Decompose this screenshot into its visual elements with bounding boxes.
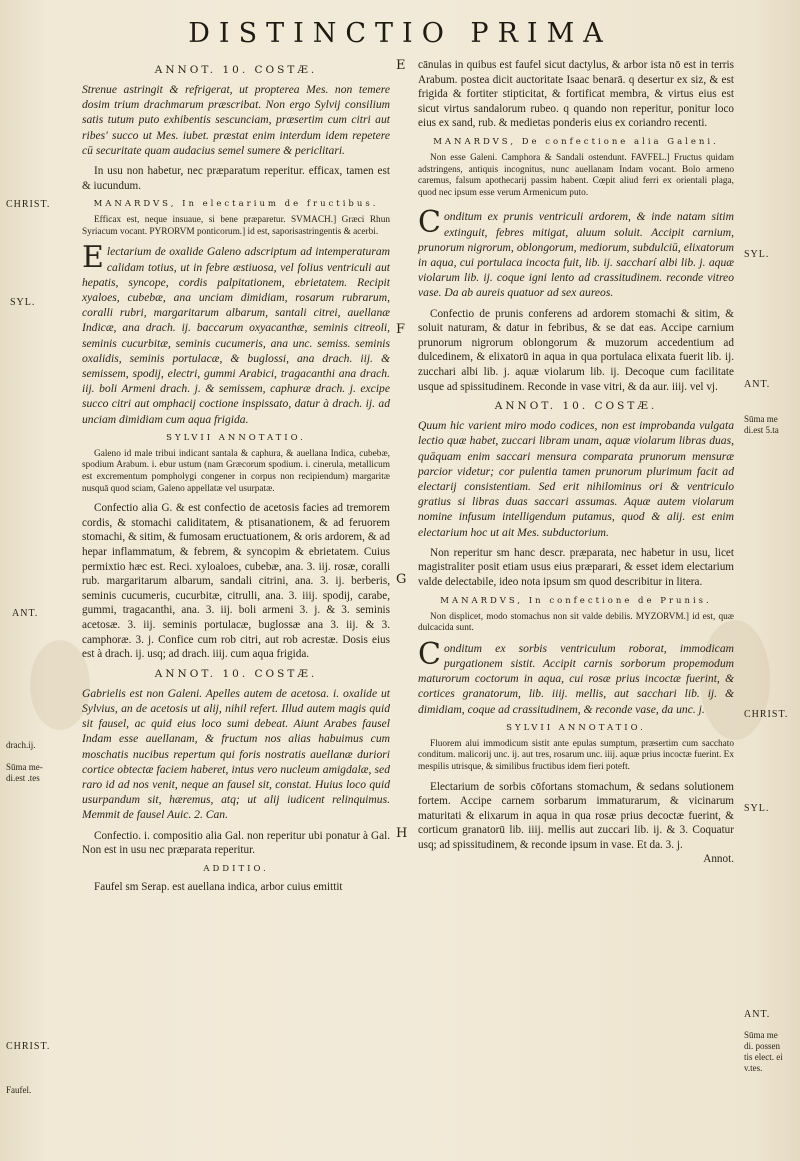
- margin-christ: CHRIST.: [744, 709, 789, 720]
- margin-christ: CHRIST.: [6, 1041, 51, 1052]
- additio-continued-text: cānulas in quibus est faufel sicut dactylus, & arbor ista nō est in terris Arabum. postea dicit auctoritate Isaac benarā. q desertur ex siz, & est frigida & fortiter stipticitat, & fortificat membra, & virtus eius est sicut virtus sandalorum rubeo. q quando non reperitur, ponitur loco eius ex sand, rub. & medietas ponderis eius ex coriandro recenti.: [418, 59, 734, 130]
- margin-summa: Sūma me-: [6, 762, 43, 772]
- section-letter: H: [396, 826, 408, 841]
- commentary-text: Confectio. i. compositio alia Gal. non reperitur ubi ponatur à Gal. Non est in usu nec præparata reperitur.: [82, 829, 390, 857]
- sylvius-text: Galeno id male tribui indicant santala & caphura, & auellana Indica, cubebæ, spodium Arabum. i. ebur ustum (nam Græcorum spodium. i. cinerula, metallicum est excrementum pompholygi congener in corpus non recipiendum) margaritæ nusquā quod sciam, Galeno appellatæ vel usurpatæ.: [82, 448, 390, 494]
- additio-heading: ADDITIO.: [203, 863, 269, 874]
- section-letter: G: [396, 572, 407, 587]
- manardus-text: Efficax est, neque insuaue, si bene præparetur. SVMACH.] Græci Rhun Syriacum vocant. PYRORVM ponticorum.] id est, saporisastringentis & acerbi.: [82, 215, 390, 237]
- catchword: Annot.: [703, 853, 734, 866]
- confection-text: Confectio de prunis conferens ad ardorem stomachi & sitim, & soluit naturam, & datur in febribus, & se dat eas. Accipe carnium prunorum nigrorum oblongorum & muzorum accedentium ad dulcedinem, & elixatorū in aqua in qua portulaca elixata fuerit lib. ij. zucchari albi lib. j. aquæ violarum lib. ij. Decoque cum facilitate usque ad spissitudinem. Reconde in vase vitri, & da aur. iiij. vel vj.: [418, 307, 734, 393]
- confection-text: Confectio alia G. & est confectio de acetosis facies ad tremorem cordis, & stomachi caliditatem, & ptisanationem, & ad feruorem stomachi, & sitim, & fumosam eructuationem, & oris ardorem, & ad hepar inflammatum, & febrem, & syncopim & ebrietatem. Cuius permixtio hæc est. Reci. xyloaloes, cubebæ, ana. 3. iij. rosæ, coralli rub. margaritarum albarum, sandali citrini, ana. 3. ij. berberis, seminis cucumeris, cucurbitæ, citrulli, ana. 3. iiij. spodij, carabe, gummi, tragacanthi, ana. 3. iij. boli armeni 3. j. & 3. seminis acetosæ. 3. iij. seminis portulacæ, buglossæ ana 3. iij. & 3. camphoræ. 3. j. Confice cum rob citri, aut rob acrestæ. Dosis eius est à drach. ij. usq; ad drach. iiij. cum aqua frigida.: [82, 502, 390, 661]
- manardus-heading: MANARDVS, In confectione de Prunis.: [440, 595, 712, 606]
- manardus-heading: MANARDVS, In electarium de fructibus.: [93, 199, 379, 210]
- margin-ant: ANT.: [744, 1009, 771, 1020]
- annotation-heading: ANNOT. 10. COSTÆ.: [494, 400, 658, 413]
- commentary-text: In usu non habetur, nec præparatum reperitur. efficax, tamen est & iucundum.: [82, 165, 390, 192]
- recipe-text: Electarium de oxalide Galeno adscriptum ad intemperaturam calidam totius, ut in febre æstiuosa, vel folius ventriculi aut hepatis, syncope, cordis palpitationem, ebrietatem. Recipit xyaloes, cubebæ, ana unciam dimidiam, rosarum rubrarum, coralli rubri, margaritarum albarum, santali citrei, auellanæ Indicæ, ana drach. ij. baccarum oxyacanthæ, seminis citreoli, seminis cucurbitæ, seminis cucumeris, ana unc. semiss. seminis oxalidis, seminis portulacæ, & buglossi, ana drach. iij. & semissem, spodij, electri, gummi Arabici, tragacanthi ana drach. iij. boli Armeni drach. j. & semissem, caphuræ drach. j. excipe succo citri aut omphacij coctione inspissato, datur à drach. ij. ad unciam dimidiam cum aqua frigida.: [82, 240, 390, 426]
- margin-syl: SYL.: [744, 803, 770, 814]
- sylvius-heading: SYLVII ANNOTATIO.: [506, 722, 646, 733]
- left-column: [82, 58, 390, 894]
- margin-summa: Sūma me: [744, 414, 778, 424]
- section-letter: F: [396, 322, 406, 337]
- margin-summa: v.tes.: [744, 1063, 763, 1073]
- margin-summa: di.est .tes: [6, 773, 40, 783]
- margin-syl: SYL.: [10, 297, 36, 308]
- margin-ant: ANT.: [744, 379, 771, 390]
- margin-summa: di.est 5.ta: [744, 425, 779, 435]
- paper-stain: [30, 640, 90, 730]
- annotation-heading: ANNOT. 10. COSTÆ.: [154, 667, 318, 680]
- manardus-text: Non esse Galeni. Camphora & Sandali ostendunt. FAVFEL.] Fructus quidam adstringens, antiquis incognitus, nunc auellanam Indam vocant. Bolo armeno caremus, falsum apothecarij passim habent. Cœpit aliud ferri ex orientali plaga, quod nec ipsum esse verum Armenicum puto.: [418, 152, 734, 198]
- margin-christ: CHRIST.: [6, 199, 51, 210]
- margin-summa: di. possen: [744, 1041, 780, 1051]
- recipe-text: Conditum ex prunis ventriculi ardorem, & inde natam sitim extinguit, febres mitigat, aluum soluit. Accipit carnium, prunorum nigrorum, oblongorum, mediorum, subdulciū, elixatorum in aqua, cui portulaca incocta fuit, lib. ij. saccharí albi lib. j. aquæ violarum lib. ij. coque igni lento ad crassitudinem. reconde vitreo vase. Da ab aureis quatuor ad sex aureos.: [418, 205, 734, 300]
- margin-syl: SYL.: [744, 249, 770, 260]
- margin-faufel: Faufel.: [6, 1085, 32, 1095]
- manardus-text: Non displicet, modo stomachus non sit valde debilis. MYZORVM.] id est, quæ dulcacida sunt.: [418, 611, 734, 634]
- sylvius-heading: SYLVII ANNOTATIO.: [166, 432, 306, 443]
- additio-text: Faufel sm Serap. est auellana indica, arbor cuius emittit: [94, 880, 343, 893]
- annotation-heading: ANNOT. 10. COSTÆ.: [154, 64, 318, 76]
- recipe-text: Conditum ex sorbis ventriculum roborat, immodicam purgationem sistit. Accipit carnis sorborum propemodum maturorum coctorum in aqua, cui rosæ prius incoctæ fuerint, & cortices granatorum, lib. iiij. mellis, aut sacchari lib. ij. & dimidiam, coque ad crassitudinem, & reconde vase, da unc. j.: [418, 636, 734, 716]
- right-column: [418, 58, 734, 867]
- running-head: DISTINCTIO PRIMA: [188, 18, 612, 49]
- commentary-text: Non reperitur sm hanc descr. præparata, nec habetur in usu, licet magistraliter posit etiam usus eius præparari, & esset idem electarium valde delectabile, ideo nota ipsum sm quod describitur in litera.: [418, 546, 734, 588]
- margin-summa: Sūma me: [744, 1030, 778, 1040]
- margin-ant: ANT.: [12, 608, 39, 619]
- section-letter: E: [396, 58, 406, 73]
- confection-text: Electarium de sorbis cōfortans stomachum, & sedans solutionem fortem. Accipe carnem sorbarum immaturarum, & vicinarum maturitati & elixarum in aqua in qua rosæ prius decoctæ fuerint, & corticum granatorū lib. iiij. mellis aut zuccari lib. ij. & 3. Coquatur usq; ad spissitudinem, & reconde ipsum in vase. Et da. 3. j.: [418, 780, 734, 851]
- margin-drach: drach.ij.: [6, 740, 36, 750]
- annotation-text: Quum hic varient miro modo codices, non est improbanda vulgata lectio quæ habet, zuccari libram unam, aquæ violarum libras duas, quāquam enim saccari mensura comparata prunorum mensuræ parcior videtur; cor pulentia tamen prunorum plurimum facit ad electarij consistentiam. Sed erit nihilominus ori & ventriculo gratius si libras duas saccari assumas. Aquæ autem violarum nomine infusum intelligendum putamus, quod & alij. est enim electarium hoc ut ait Mes. subductorium.: [418, 419, 734, 539]
- margin-summa: tis elect. ei: [744, 1052, 783, 1062]
- annotation-text: Gabrielis est non Galeni. Apelles autem de acetosa. i. oxalide ut Sylvius, an de acetosis ut alij, nihil refert. Illud autem magis quid sit fausel, ac quid eius loco sumi debeat. Aiunt Arabes fausel Indam esse auellanam, & fructum nos alias habuimus cum moschatis nucibus repertum qui foris nostratis auellanæ duriori cortice obtectæ faciem haberet, intus vero nucleum amigdalæ, sed raro id ad nos venit, neque an fausel sit, constat. Huius loco quid usurpandum sit, hæremus, atq; ut alij iudicent relinquimus. Memmit de fausel Auic. 2. Can.: [82, 686, 390, 822]
- annotation-text: Strenue astringit & refrigerat, ut propterea Mes. non temere dosim trium drachmarum præscribat. Non ergo Sylvij consilium satis tutum puto exhibentis sescunciam, præsertim cum citri aut ribes' succo ut Mes. iubet. præstat enim interdum idem repetere cū securitate quam audacius semel sumere & periclitari.: [82, 83, 390, 157]
- sylvius-text: Fluorem alui immodicum sistit ante epulas sumptum, præsertim cum sacchato conditum. malicorij unc. ij. aut tres, rosarum unc. iiij. aquæ prius incoctæ fuerint. Ex mespilis utrisque, & similibus fructibus idem fieri poteft.: [418, 738, 734, 772]
- manardus-heading: MANARDVS, De confectione alia Galeni.: [433, 136, 719, 147]
